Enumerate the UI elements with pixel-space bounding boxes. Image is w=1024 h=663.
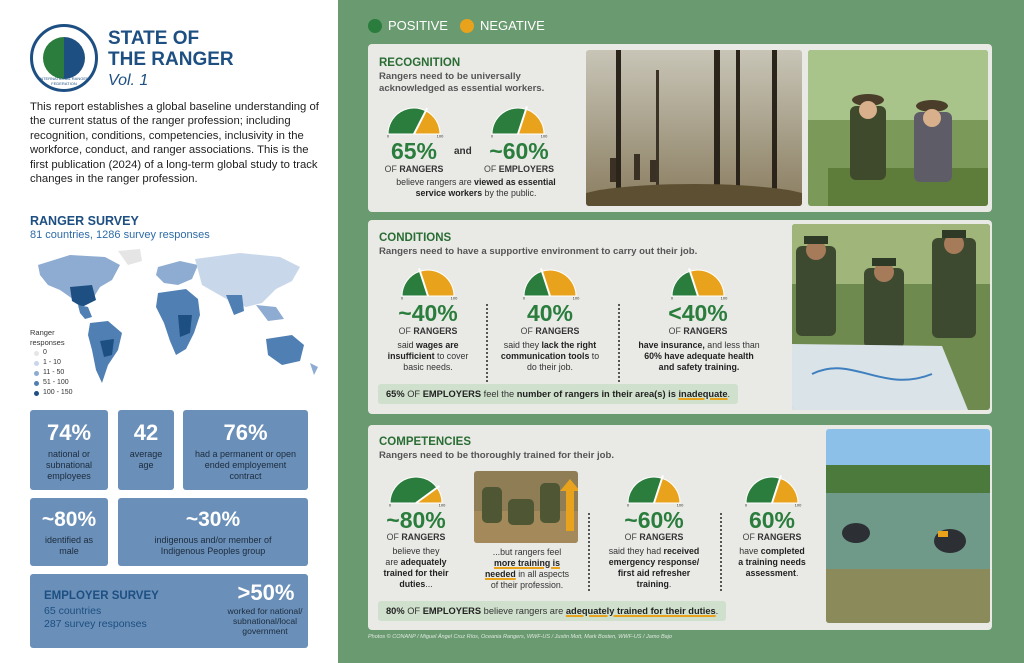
stat-text: identified as male	[44, 535, 94, 556]
employer-stat-value: >50%	[237, 580, 295, 605]
conditions-employers-bar: 65% OF EMPLOYERS feel the number of rangers in their area(s) is inadequate.	[378, 384, 738, 404]
gauge-max-label: 100	[676, 502, 684, 507]
yin-yang-icon	[43, 37, 85, 79]
legend-label: 11 - 50	[43, 369, 65, 376]
stat-value: ~30%	[185, 508, 241, 531]
stat-text: national or subnational employees	[45, 449, 93, 481]
gauge-min-label: 0	[670, 295, 674, 300]
gauge-first-aid	[622, 469, 686, 507]
gauge-max-label: 100	[540, 133, 548, 138]
assessment-pct: 60%	[748, 507, 796, 533]
gauge-adequately-trained	[384, 469, 448, 507]
gauge-min-label: 0	[626, 502, 630, 507]
gauge-min-label: 0	[522, 295, 526, 300]
gauge-max-label: 100	[438, 502, 446, 507]
first-aid-description: said they had received emergency response/ first aid refresher training.	[608, 546, 700, 589]
gauge-rangers-recognition	[382, 100, 446, 138]
assessment-description: have completed a training needs assessment.	[738, 546, 806, 578]
legend-label: 100 - 150	[43, 389, 73, 396]
recognition-description: believe rangers are viewed as essential service workers by the public.	[396, 177, 556, 198]
title-line-1: STATE OF	[108, 28, 200, 49]
logo-text: IRF	[56, 29, 72, 39]
competencies-subtitle: Rangers need to be thoroughly trained for their job.	[379, 450, 615, 461]
stat-value: 42	[133, 420, 159, 445]
legend-title-2: responses	[30, 338, 65, 347]
first-aid-of: OF RANGERS	[624, 532, 684, 542]
gauge-needs-assessment	[740, 469, 804, 507]
legend-swatch	[34, 351, 39, 356]
gauge-max-label: 100	[450, 295, 458, 300]
stat-value: 76%	[223, 420, 268, 445]
rangers-with-map-photo	[792, 224, 990, 410]
sentiment-legend	[368, 18, 545, 33]
recognition-rangers-pct: 65%	[390, 138, 438, 164]
legend-swatch	[34, 381, 39, 386]
stat-average-age	[118, 410, 174, 490]
competencies-panel	[368, 425, 992, 630]
stat-value: ~80%	[41, 508, 97, 531]
legend-label: 1 - 10	[43, 359, 61, 366]
employer-survey-countries: 65 countries	[44, 605, 102, 617]
legend-label: 51 - 100	[43, 379, 69, 386]
page-title	[108, 28, 234, 70]
legend-title-1: Ranger	[30, 328, 55, 337]
legend-item	[34, 388, 73, 398]
gauge-min-label: 0	[490, 133, 494, 138]
communication-description: said they lack the right communication tools to do their job.	[500, 340, 600, 372]
legend-item	[34, 368, 73, 378]
gauge-max-label: 100	[572, 295, 580, 300]
ranger-survey-title: RANGER SURVEY	[30, 214, 139, 228]
conditions-subtitle: Rangers need to have a supportive environment to carry out their job.	[379, 246, 698, 257]
insurance-pct: <40%	[668, 300, 728, 326]
first-aid-pct: ~60%	[624, 507, 684, 533]
employer-survey-title: EMPLOYER SURVEY	[44, 590, 159, 602]
insurance-description: have insurance, and less than 60% have adequate health and safety training.	[638, 340, 760, 372]
gauge-employers-recognition	[486, 100, 550, 138]
gauge-min-label: 0	[388, 502, 392, 507]
gauge-max-label: 100	[436, 133, 444, 138]
employer-survey-responses: 287 survey responses	[44, 618, 147, 630]
communication-of: OF RANGERS	[520, 326, 580, 336]
divider	[486, 304, 488, 382]
stat-employees	[30, 410, 108, 490]
legend-swatch	[34, 371, 39, 376]
training-photo	[474, 471, 578, 543]
conditions-title: CONDITIONS	[379, 232, 452, 244]
intro-text: This report establishes a global baseline understanding of the current status of the ranger profession; including recognition, conditions, competencies, inclusivity in the workforce, conduct, and ranger associations. This is the first publication (2024) of a long-term global study to track changes in the ranger profession.	[30, 101, 319, 186]
legend-item	[34, 348, 73, 358]
map-legend	[30, 328, 73, 398]
communication-pct: 40%	[526, 300, 574, 326]
title-line-2: THE RANGER	[108, 49, 234, 70]
positive-dot-icon	[368, 19, 382, 33]
recognition-title: RECOGNITION	[379, 57, 461, 69]
photo-credit: Photos © CONANP / Miguel Ángel Cruz Ríos, Oceania Rangers, WWF-US / Justin Mott, Mark Bosten, WWF-US / Jamo Bajo	[368, 634, 672, 640]
and-label: and	[454, 146, 472, 157]
negative-dot-icon	[460, 19, 474, 33]
employer-stat-text: worked for national/ subnational/local government	[227, 606, 303, 636]
recognition-employers-pct: ~60%	[489, 138, 549, 164]
stat-contract	[183, 410, 308, 490]
recognition-rangers-label: OF RANGERS	[384, 164, 444, 174]
stat-value: 74%	[46, 420, 92, 445]
conditions-panel	[368, 220, 992, 414]
recognition-subtitle-2: acknowledged as essential workers.	[379, 83, 545, 94]
insurance-of: OF RANGERS	[668, 326, 728, 336]
wages-of: OF RANGERS	[398, 326, 458, 336]
volume-label: Vol. 1	[108, 72, 149, 89]
gauge-insurance	[666, 262, 730, 300]
competencies-employers-bar: 80% OF EMPLOYERS believe rangers are adequately trained for their duties.	[378, 601, 726, 621]
legend-label: 0	[43, 349, 47, 356]
legend-swatch	[34, 391, 39, 396]
divider	[720, 513, 722, 591]
gauge-wages	[396, 262, 460, 300]
irf-logo	[30, 24, 98, 92]
gauge-max-label: 100	[794, 502, 802, 507]
ranger-survey-subtitle: 81 countries, 1286 survey responses	[30, 229, 210, 241]
divider	[588, 513, 590, 591]
recognition-subtitle	[379, 71, 544, 95]
recognition-employers-label: OF EMPLOYERS	[484, 164, 554, 174]
wildfire-photo	[586, 50, 802, 206]
gauge-min-label: 0	[386, 133, 390, 138]
rangers-with-binoculars-photo	[808, 50, 988, 206]
wages-pct: ~40%	[398, 300, 458, 326]
stat-indigenous	[118, 498, 308, 566]
divider	[618, 304, 620, 382]
trained-pct: ~80%	[386, 507, 446, 533]
gauge-communication	[518, 262, 582, 300]
stat-text: average age	[129, 449, 163, 470]
legend-swatch	[34, 361, 39, 366]
employer-survey-box	[30, 574, 308, 648]
world-map	[30, 245, 328, 395]
legend-item	[34, 358, 73, 368]
legend-positive: POSITIVE	[388, 18, 448, 33]
recognition-subtitle-1: Rangers need to be universally	[379, 71, 521, 82]
legend-item	[34, 378, 73, 388]
stat-text: had a permanent or open ended employement contract	[194, 449, 297, 481]
stat-text: indigenous and/or member of Indigenous Peoples group	[154, 535, 272, 556]
stat-male	[30, 498, 108, 566]
gauge-min-label: 0	[744, 502, 748, 507]
wages-description: said wages are insufficient to cover basic needs.	[387, 340, 469, 372]
competencies-title: COMPETENCIES	[379, 436, 472, 448]
trained-of: OF RANGERS	[386, 532, 446, 542]
recognition-panel	[368, 44, 992, 212]
gauge-min-label: 0	[400, 295, 404, 300]
logo-ring-text: INTERNATIONAL RANGER FEDERATION	[39, 76, 89, 86]
legend-negative: NEGATIVE	[479, 18, 545, 33]
left-panel	[0, 0, 338, 663]
more-training-description: ...but rangers feel more training is needed in all aspects of their profession.	[484, 547, 570, 590]
trained-description: believe they are adequately trained for their duties...	[383, 546, 449, 589]
underwater-rangers-photo	[826, 429, 990, 623]
gauge-max-label: 100	[720, 295, 728, 300]
assessment-of: OF RANGERS	[742, 532, 802, 542]
